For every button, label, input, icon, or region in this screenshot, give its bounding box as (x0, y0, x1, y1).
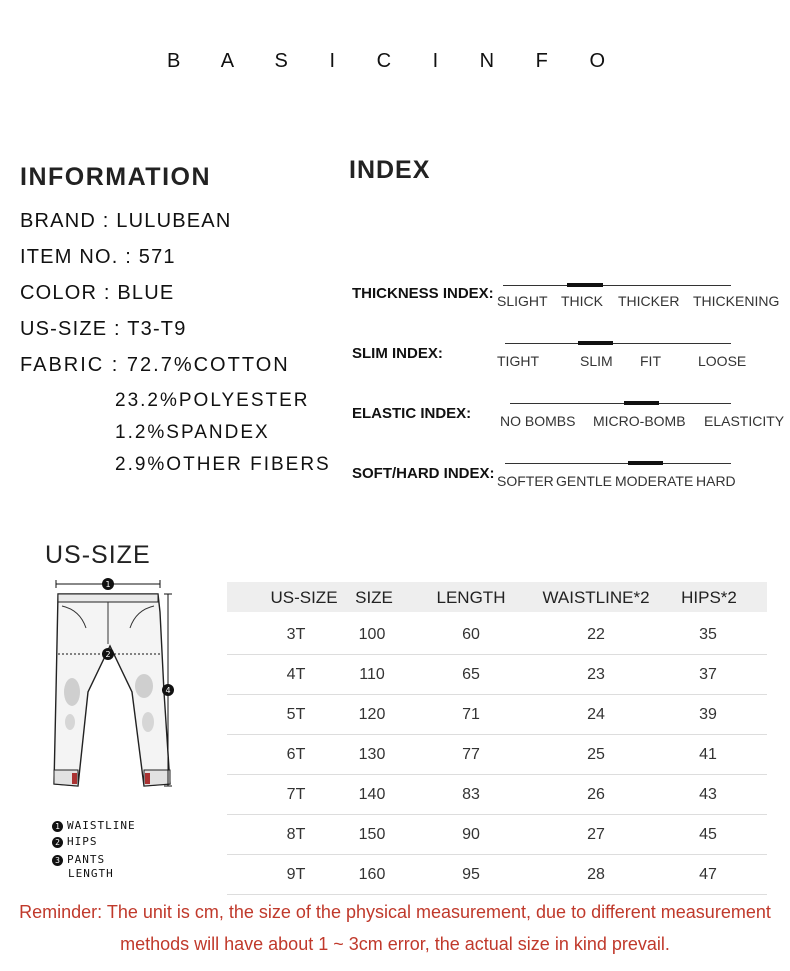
softhard-option: MODERATE (615, 473, 694, 489)
table-cell: 6T (286, 746, 306, 763)
softhard-option: SOFTER (497, 473, 554, 489)
table-cell: 27 (587, 826, 605, 843)
table-cell: 24 (587, 706, 605, 723)
thickness-index-label: THICKNESS INDEX: (352, 285, 494, 302)
thickness-marker (567, 283, 603, 287)
svg-text:4: 4 (165, 686, 171, 695)
table-cell: 95 (462, 866, 480, 883)
table-cell: 28 (587, 866, 605, 883)
color-line: COLOR : BLUE (20, 282, 175, 304)
table-cell: 35 (699, 626, 717, 643)
header-size: SIZE (355, 588, 393, 607)
header-us-size: US-SIZE (270, 588, 338, 607)
table-cell: 8T (286, 826, 306, 843)
index-heading: INDEX (349, 156, 431, 184)
elastic-option: MICRO-BOMB (593, 413, 686, 429)
header-waistline: WAISTLINE*2 (542, 588, 650, 607)
softhard-scale (505, 463, 731, 464)
table-cell: 9T (286, 866, 306, 883)
information-heading: INFORMATION (20, 163, 212, 191)
table-cell: 140 (358, 786, 386, 803)
table-cell: 3T (286, 626, 306, 643)
legend-number-icon: 3 (52, 855, 63, 866)
table-cell: 83 (462, 786, 480, 803)
table-cell: 120 (358, 706, 386, 723)
table-cell: 130 (358, 746, 386, 763)
pants-diagram (40, 572, 190, 802)
slim-option: SLIM (580, 353, 613, 369)
legend-length: LENGTH (68, 867, 114, 880)
softhard-option: HARD (696, 473, 736, 489)
table-row (227, 854, 767, 895)
header-hips: HIPS*2 (681, 588, 737, 607)
slim-marker (578, 341, 613, 345)
table-cell: 60 (462, 626, 480, 643)
legend-number-icon: 2 (52, 837, 63, 848)
elastic-option: ELASTICITY (704, 413, 785, 429)
table-cell: 7T (286, 786, 306, 803)
fabric-line: FABRIC : 72.7%COTTON (20, 354, 290, 376)
thickness-scale (503, 285, 731, 286)
table-cell: 71 (462, 706, 480, 723)
table-cell: 5T (286, 706, 306, 723)
table-cell: 41 (699, 746, 717, 763)
table-cell: 39 (699, 706, 717, 723)
slim-index-label: SLIM INDEX: (352, 345, 443, 362)
table-row (227, 774, 767, 815)
brand-line: BRAND : LULUBEAN (20, 210, 232, 232)
elastic-index-label: ELASTIC INDEX: (352, 405, 472, 422)
us-size-heading: US-SIZE (45, 541, 151, 569)
section-banner: B A S I C I N F O (166, 50, 624, 72)
legend-hips: 2 HIPS (52, 835, 98, 848)
thickness-option: THICKENING (693, 293, 780, 309)
legend-waistline: 1 WAISTLINE (52, 819, 136, 832)
table-cell: 110 (359, 666, 385, 683)
table-cell: 90 (462, 826, 480, 843)
svg-text:1: 1 (105, 580, 111, 589)
table-row (227, 654, 767, 695)
legend-pants: 3 PANTS (52, 853, 105, 866)
header-length: LENGTH (436, 588, 506, 607)
table-row (227, 694, 767, 735)
elastic-marker (624, 401, 659, 405)
table-cell: 100 (358, 626, 386, 643)
elastic-option: NO BOMBS (500, 413, 576, 429)
table-cell: 160 (358, 866, 386, 883)
table-cell: 150 (358, 826, 386, 843)
table-cell: 47 (699, 866, 717, 883)
fabric-other: 2.9%OTHER FIBERS (115, 454, 331, 475)
slim-option: LOOSE (698, 353, 747, 369)
table-header (227, 582, 767, 612)
table-cell: 77 (462, 746, 480, 763)
item-no-line: ITEM NO. : 571 (20, 246, 176, 268)
thickness-option: THICK (561, 293, 603, 309)
us-size-line: US-SIZE : T3-T9 (20, 318, 187, 340)
table-cell: 4T (286, 666, 306, 683)
slim-option: FIT (640, 353, 661, 369)
softhard-option: GENTLE (556, 473, 613, 489)
table-cell: 65 (462, 666, 480, 683)
table-cell: 45 (699, 826, 717, 843)
slim-scale (505, 343, 731, 344)
thickness-option: SLIGHT (497, 293, 548, 309)
table-cell: 43 (699, 786, 717, 803)
legend-number-icon: 1 (52, 821, 63, 832)
table-cell: 22 (587, 626, 605, 643)
softhard-marker (628, 461, 663, 465)
table-cell: 23 (587, 666, 605, 683)
table-row (227, 814, 767, 855)
fabric-polyester: 23.2%POLYESTER (115, 390, 310, 411)
table-cell: 25 (587, 746, 605, 763)
table-row (227, 614, 767, 655)
reminder-line-1: Reminder: The unit is cm, the size of the physical measurement, due to different measurement (19, 902, 771, 922)
elastic-scale (510, 403, 731, 404)
table-cell: 26 (587, 786, 605, 803)
svg-text:2: 2 (105, 650, 111, 659)
slim-option: TIGHT (497, 353, 539, 369)
fabric-spandex: 1.2%SPANDEX (115, 422, 270, 443)
softhard-index-label: SOFT/HARD INDEX: (352, 465, 495, 482)
table-cell: 37 (699, 666, 717, 683)
thickness-option: THICKER (618, 293, 680, 309)
reminder-line-2: methods will have about 1 ~ 3cm error, the actual size in kind prevail. (120, 934, 670, 954)
table-row (227, 734, 767, 775)
